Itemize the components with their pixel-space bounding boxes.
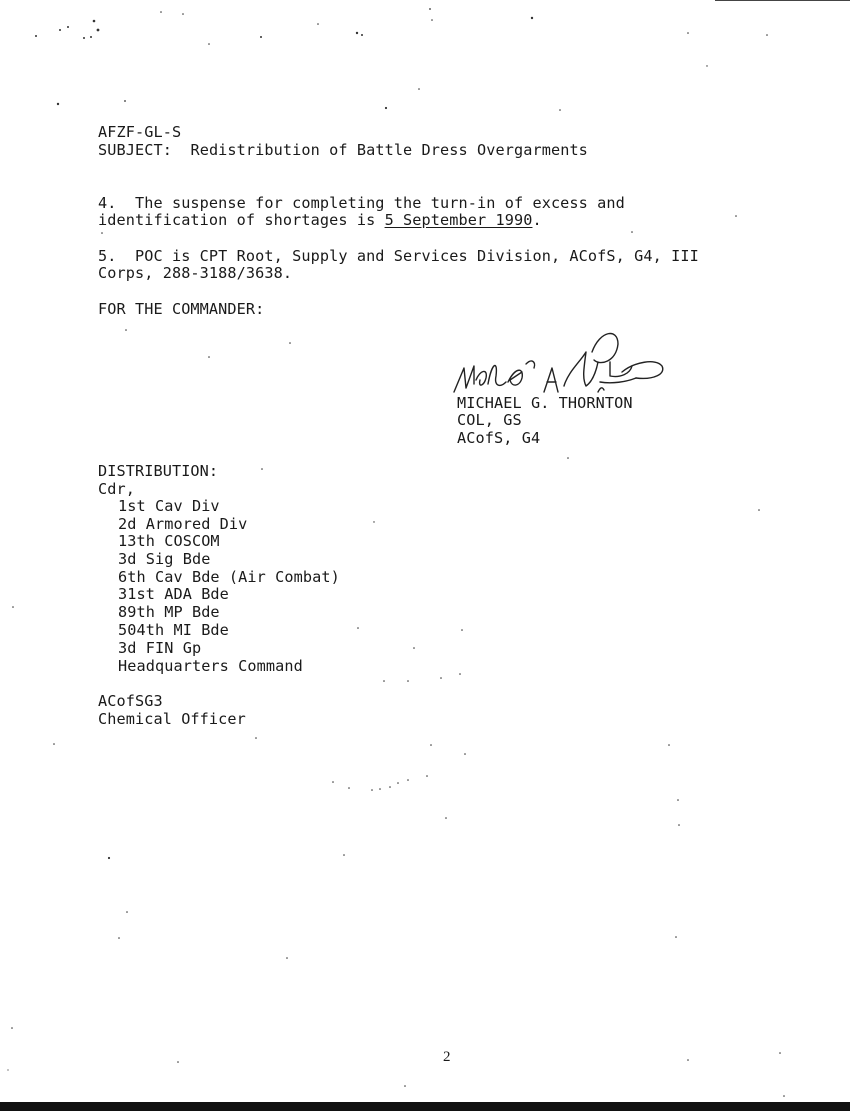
subject-text: Redistribution of Battle Dress Overgarments <box>190 141 588 159</box>
distribution-unit: 13th COSCOM <box>118 532 220 550</box>
distribution-unit: 3d FIN Gp <box>118 639 202 657</box>
handwritten-signature <box>450 322 690 402</box>
distribution-unit: 3d Sig Bde <box>118 550 211 568</box>
subject-label: SUBJECT: <box>98 141 172 159</box>
signer-title: ACofS, G4 <box>457 429 541 447</box>
page-number: 2 <box>443 1049 451 1065</box>
paragraph-4-text: identification of shortages is <box>98 211 385 229</box>
distribution-additional: ACofSG3 <box>98 692 163 710</box>
scan-bottom-edge <box>0 1102 850 1111</box>
paragraph-4-line-2 <box>98 211 542 229</box>
distribution-unit: 504th MI Bde <box>118 621 229 639</box>
distribution-unit: Headquarters Command <box>118 657 303 675</box>
subject-line <box>98 141 588 159</box>
distribution-unit: 31st ADA Bde <box>118 585 229 603</box>
distribution-additional: Chemical Officer <box>98 710 246 728</box>
distribution-unit: 89th MP Bde <box>118 603 220 621</box>
distribution-unit: 6th Cav Bde (Air Combat) <box>118 568 340 586</box>
paragraph-4-end: . <box>532 211 542 229</box>
signer-name: MICHAEL G. THORNTON <box>457 394 633 412</box>
distribution-heading: DISTRIBUTION: <box>98 462 219 480</box>
office-symbol: AFZF-GL-S <box>98 123 182 141</box>
signer-rank: COL, GS <box>457 411 522 429</box>
distribution-recipient-group: Cdr, <box>98 480 135 498</box>
paragraph-5-line-2: Corps, 288-3188/3638. <box>98 264 293 282</box>
authority-line: FOR THE COMMANDER: <box>98 300 265 318</box>
suspense-date: 5 September 1990 <box>384 211 533 229</box>
paragraph-5-line-1: 5. POC is CPT Root, Supply and Services Division, ACofS, G4, III <box>98 247 699 265</box>
distribution-unit: 2d Armored Div <box>118 515 248 533</box>
distribution-unit: 1st Cav Div <box>118 497 220 515</box>
paragraph-4-line-1: 4. The suspense for completing the turn-in of excess and <box>98 194 625 212</box>
